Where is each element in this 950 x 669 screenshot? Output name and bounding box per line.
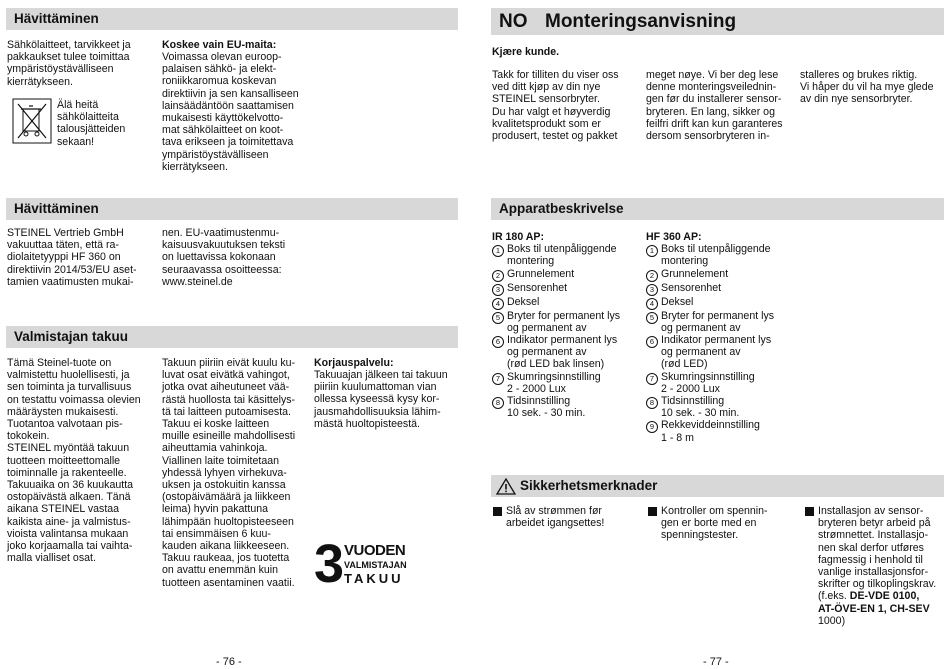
warranty-text-1: Tämä Steinel-tuote on valmistettu huolellisesti, ja sen toiminta ja turvallisuus on testattu voimassa olevien määräysten mukaisesti. Tuotantoa valvotaan pis- tokokein. STEINEL myöntää takuun tuotteen moitteettomalle toiminnalle ja rakenteelle. Takuuaika on 36 kuukautta ostopäivästä alkaen. Tänä aikana STEINEL vastaa kaikista aine- ja valmistus- vioista valintansa mukaan joko korjaamalla tai vaihta- malla vialliset osat. — [7, 357, 141, 565]
device-part-label: Grunnelement — [661, 267, 729, 280]
device-part-label: Deksel — [507, 295, 540, 308]
device-part-item — [646, 296, 796, 310]
device-part-label: Deksel — [661, 295, 694, 308]
device-part-label: Sensorenhet — [661, 281, 722, 294]
device-part-item — [646, 371, 796, 395]
circled-number: 4 — [492, 298, 504, 310]
device-part-label: Tidsinnstilling 10 sek. - 30 min. — [661, 395, 740, 420]
circled-number: 5 — [646, 312, 658, 324]
device-part-item — [646, 310, 796, 334]
device-part-label: Boks til utenpåliggende montering — [507, 243, 617, 268]
ir-heading: IR 180 AP: — [492, 231, 545, 243]
device-part-label: Indikator permanent lys og permanent av (rød LED bak linsen) — [507, 334, 618, 371]
circled-number: 1 — [492, 245, 504, 257]
circled-number: 7 — [646, 373, 658, 385]
device-part-label: Skumringsinnstilling 2 - 2000 Lux — [507, 370, 601, 395]
section-header-disposal: Hävittäminen — [6, 8, 458, 30]
ir-180-list — [492, 231, 642, 419]
circled-number: 6 — [492, 336, 504, 348]
device-part-label: Rekkeviddeinnstilling 1 - 8 m — [661, 419, 760, 444]
circled-number: 2 — [646, 270, 658, 282]
safety-text-2: Kontroller om spennin- gen er borte med en spenningstester. — [661, 505, 768, 542]
safety-text-3-end: 1000) — [818, 614, 846, 627]
circled-number: 6 — [646, 336, 658, 348]
section-header-warranty: Valmistajan takuu — [6, 326, 458, 348]
device-part-item — [492, 334, 642, 371]
device-part-item — [492, 395, 642, 419]
warning-triangle-icon — [496, 478, 516, 495]
circled-number: 9 — [646, 421, 658, 433]
section-header-device: Apparatbeskrivelse — [491, 198, 944, 220]
crossed-bin-icon — [12, 98, 52, 144]
warranty-3-years-logo — [314, 534, 407, 594]
safety-standards-1: DE-VDE 0100, AT-ÖVE-EN 1, CH- — [818, 590, 920, 615]
eu-heading: Koskee vain EU-maita: — [162, 39, 277, 51]
badge-line-1: VUODEN — [344, 542, 406, 559]
repair-text: Takuuajan jälkeen tai takuun piiriin kuulumattoman vian ollessa kyseessä kysy kor- jausmahdollisuuksia lähim- mästä huoltopisteestä. — [314, 369, 448, 430]
conformity-text-1: STEINEL Vertrieb GmbH vakuuttaa täten, että ra- diolaitetyyppi HF 360 on direktiivin 2014/53/EU aset- tamien vaatimusten mukai- — [7, 227, 137, 288]
device-part-label: Boks til utenpåliggende montering — [661, 243, 771, 268]
bullet-icon — [493, 507, 502, 516]
device-part-item — [492, 296, 642, 310]
main-title-bar — [491, 8, 944, 35]
circled-number: 1 — [646, 245, 658, 257]
section-header-safety — [491, 475, 944, 497]
intro-text-1: Takk for tilliten du viser oss ved ditt kjøp av din nye STEINEL sensorbryter. Du har valgt et høyverdig kvalitetsprodukt som er produsert, testet og pakket — [492, 69, 619, 143]
circled-number: 4 — [646, 298, 658, 310]
safety-standards-2: SEV — [908, 602, 930, 615]
bullet-icon — [805, 507, 814, 516]
device-part-item — [492, 243, 642, 267]
ir-items — [492, 243, 642, 419]
circled-number: 3 — [646, 284, 658, 296]
device-part-label: Sensorenhet — [507, 281, 568, 294]
safety-text-3 — [818, 505, 948, 627]
intro-text-3: stalleres og brukes riktig. Vi håper du vil ha mye glede av din nye sensorbryter. — [800, 69, 934, 106]
circled-number: 5 — [492, 312, 504, 324]
country-code: NO — [499, 11, 528, 32]
device-part-item — [492, 371, 642, 395]
hf-360-list — [646, 231, 796, 444]
safety-text-1: Slå av strømmen før arbeidet igangsettes! — [506, 505, 605, 530]
page-number-right: - 77 - — [703, 656, 729, 668]
badge-line-2: VALMISTAJAN — [344, 560, 407, 570]
hf-items — [646, 243, 796, 444]
circled-number: 2 — [492, 270, 504, 282]
circled-number: 7 — [492, 373, 504, 385]
safety-text-3-main: Installasjon av sensor- bryteren betyr arbeid på strømnettet. Installasjo- nen skal derfor utføres fagmessig i henhold til vanlige installasjonsfor- skrifter og tilkoplingskrav. (f.eks. — [818, 505, 937, 603]
eu-text: Voimassa olevan euroop- palaisen sähkö- ja elekt- roniikkaromua koskevan direktiivin ja sen kansalliseen lainsäädäntöön saattamisen mukaisesti käyttökelvotto- mat sähkölaitteet on koot- tava erikseen ja toimitettava ympäristöystävälliseen kierrätykseen. — [162, 51, 299, 173]
device-part-label: Grunnelement — [507, 267, 575, 280]
circled-number: 3 — [492, 284, 504, 296]
device-part-item — [492, 282, 642, 296]
circled-number: 8 — [646, 397, 658, 409]
device-part-label: Indikator permanent lys og permanent av (rød LED) — [661, 334, 772, 371]
intro-text-2: meget nøye. Vi ber deg lese denne monteringsveilednin- gen før du installerer sensor- bryteren. En lang, sikker og feilfri drift kan kun garanteres dersom sensorbryteren in- — [646, 69, 783, 143]
circled-number: 8 — [492, 397, 504, 409]
safety-title: Sikkerhetsmerknader — [520, 478, 658, 493]
warranty-text-2: Takuun piiriin eivät kuulu ku- luvat osat eivätkä vahingot, jotka ovat aiheutuneet vää- rästä huollosta tai käsittelys- tä tai laitteen putoamisesta. Takuu ei koske laitteen muille esineille mahdollisesti aiheuttamia vahinkoja. Viallinen laite toimitetaan yhdessä lyhyen virhekuva- uksen ja ostokuitin kanssa (ostopäivämäärä ja liikkeen leima) hyvin pakattuna lähimpään huoltopisteeseen tai ensimmäisen 6 kuu- kauden aikana liikkeeseen. Takuu raukeaa, jos tuotetta on avattu enemmän kuin tuotteen asentaminen vaatii. — [162, 357, 296, 589]
page-title: Monteringsanvisning — [545, 11, 737, 32]
device-part-item — [492, 268, 642, 282]
device-part-item — [492, 310, 642, 334]
repair-heading: Korjauspalvelu: — [314, 357, 394, 369]
bullet-icon — [648, 507, 657, 516]
device-part-label: Bryter for permanent lys og permanent av — [661, 309, 775, 334]
badge-line-3: TAKUU — [344, 571, 404, 586]
disposal-text-1: Sähkölaitteet, tarvikkeet ja pakkaukset tulee toimittaa ympäristöystävälliseen kierrätykseen. — [7, 39, 131, 88]
page-number-left: - 76 - — [216, 656, 242, 668]
conformity-text-2: nen. EU-vaatimustenmu- kaisuusvakuutuksen teksti on luettavissa kokonaan seuraavassa osoitteessa: www.steinel.de — [162, 227, 286, 288]
greeting: Kjære kunde. — [492, 46, 560, 58]
hf-heading: HF 360 AP: — [646, 231, 702, 243]
device-part-label: Skumringsinnstilling 2 - 2000 Lux — [661, 370, 755, 395]
device-part-item — [646, 334, 796, 371]
device-part-item — [646, 268, 796, 282]
disposal-icon-text: Älä heitä sähkölaitteita talousjätteiden sekaan! — [57, 99, 126, 148]
device-part-label: Tidsinnstilling 10 sek. - 30 min. — [507, 395, 586, 420]
device-part-item — [646, 419, 796, 443]
device-part-item — [646, 282, 796, 296]
section-header-disposal-2: Hävittäminen — [6, 198, 458, 220]
device-part-item — [646, 243, 796, 267]
device-part-item — [646, 395, 796, 419]
device-part-label: Bryter for permanent lys og permanent av — [507, 309, 621, 334]
badge-digit: 3 — [314, 534, 345, 594]
